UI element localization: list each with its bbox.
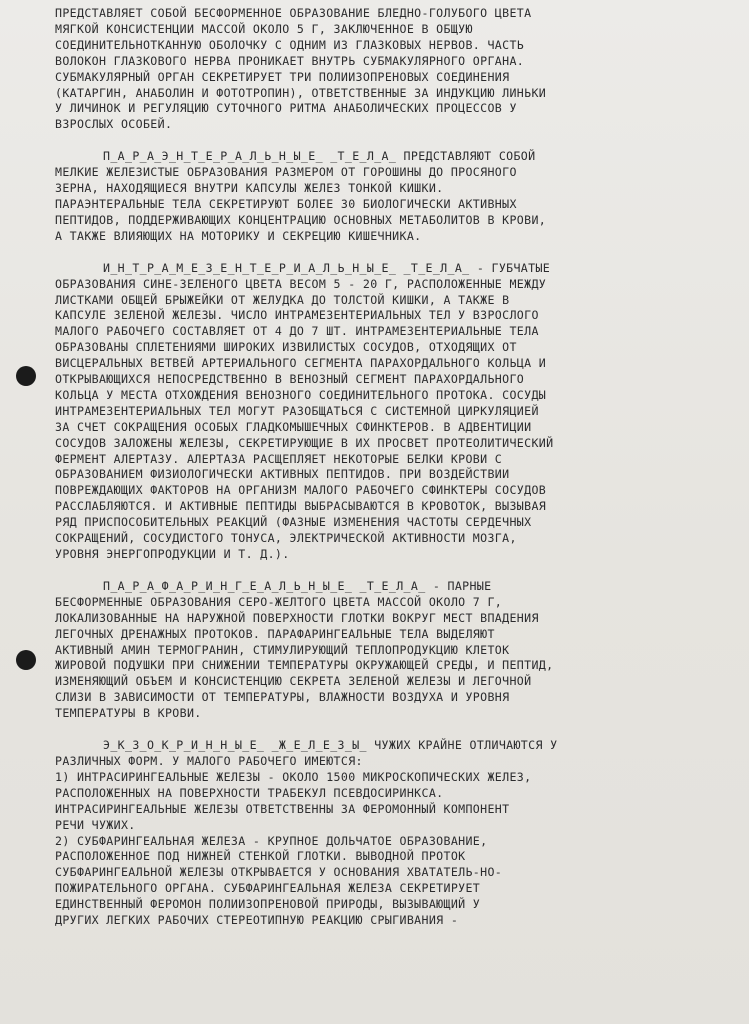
text-line: КАПСУЛЕ ЗЕЛЕНОЙ ЖЕЛЕЗЫ. ЧИСЛО ИНТРАМЕЗЕНТЕРИАЛЬНЫХ ТЕЛ У ВЗРОСЛОГО xyxy=(55,308,539,323)
punch-hole-lower xyxy=(16,650,36,670)
text-line: ОБРАЗОВАНИЯ СИНЕ-ЗЕЛЕНОГО ЦВЕТА ВЕСОМ 5 - 20 Г, РАСПОЛОЖЕННЫЕ МЕЖДУ xyxy=(55,276,547,291)
text-line: СОКРАЩЕНИЙ, СОСУДИСТОГО ТОНУСА, ЭЛЕКТРИЧЕСКОЙ АКТИВНОСТИ МОЗГА, xyxy=(55,531,517,546)
section-heading-line: Э_К_З_О_К_Р_И_Н_Н_Ы_Е_ _Ж_Е_Л_Е_З_Ы_ ЧУЖИХ КРАЙНЕ ОТЛИЧАЮТСЯ У xyxy=(103,738,558,753)
text-line: СОЕДИНИТЕЛЬНОТКАННУЮ ОБОЛОЧКУ С ОДНИМ ИЗ ГЛАЗКОВЫХ НЕРВОВ. ЧАСТЬ xyxy=(55,37,525,52)
text-line: ИЗМЕНЯЮЩИЙ ОБЪЕМ И КОНСИСТЕНЦИЮ СЕКРЕТА ЗЕЛЕНОЙ ЖЕЛЕЗЫ И ЛЕГОЧНОЙ xyxy=(55,674,532,689)
text-line: МЕЛКИЕ ЖЕЛЕЗИСТЫЕ ОБРАЗОВАНИЯ РАЗМЕРОМ ОТ ГОРОШИНЫ ДО ПРОСЯНОГО xyxy=(55,165,517,180)
text-line: РАЗЛИЧНЫХ ФОРМ. У МАЛОГО РАБОЧЕГО ИМЕЮТСЯ: xyxy=(55,753,363,768)
text-line: 2) СУБФАРИНГЕАЛЬНАЯ ЖЕЛЕЗА - КРУПНОЕ ДОЛЬЧАТОЕ ОБРАЗОВАНИЕ, xyxy=(55,833,488,848)
text-line: СУБМАКУЛЯРНЫЙ ОРГАН СЕКРЕТИРУЕТ ТРИ ПОЛИИЗОПРЕНОВЫХ СОЕДИНЕНИЯ xyxy=(55,69,510,84)
text-line: ДРУГИХ ЛЕГКИХ РАБОЧИХ СТЕРЕОТИПНУЮ РЕАКЦИЮ СРЫГИВАНИЯ - xyxy=(55,913,459,928)
text-line: РАСПОЛОЖЕННЫХ НА ПОВЕРХНОСТИ ТРАБЕКУЛ ПСЕВДОСИРИНКСА. xyxy=(55,785,444,800)
text-line: КОЛЬЦА У МЕСТА ОТХОЖДЕНИЯ ВЕНОЗНОГО СОЕДИНИТЕЛЬНОГО ПРОТОКА. СОСУДЫ xyxy=(55,387,547,402)
text-line: ТЕМПЕРАТУРЫ В КРОВИ. xyxy=(55,706,202,721)
text-line: ЛЕГОЧНЫХ ДРЕНАЖНЫХ ПРОТОКОВ. ПАРАФАРИНГЕАЛЬНЫЕ ТЕЛА ВЫДЕЛЯЮТ xyxy=(55,626,495,641)
text-line: А ТАКЖЕ ВЛИЯЮЩИХ НА МОТОРИКУ И СЕКРЕЦИЮ КИШЕЧНИКА. xyxy=(55,228,422,243)
text-line: ЗЕРНА, НАХОДЯЩИЕСЯ ВНУТРИ КАПСУЛЫ ЖЕЛЕЗ ТОНКОЙ КИШКИ. xyxy=(55,181,444,196)
text-line: ПОЖИРАТЕЛЬНОГО ОРГАНА. СУБФАРИНГЕАЛЬНАЯ ЖЕЛЕЗА СЕКРЕТИРУЕТ xyxy=(55,881,481,896)
text-line: ПОВРЕЖДАЮЩИХ ФАКТОРОВ НА ОРГАНИЗМ МАЛОГО РАБОЧЕГО СФИНКТЕРЫ СОСУДОВ xyxy=(55,483,547,498)
section-heading-line: И_Н_Т_Р_А_М_Е_З_Е_Н_Т_Е_Р_И_А_Л_Ь_Н_Ы_Е_ _Т_Е_Л_А_ - ГУБЧАТЫЕ xyxy=(103,260,551,275)
text-line: ЕДИНСТВЕННЫЙ ФЕРОМОН ПОЛИИЗОПРЕНОВОЙ ПРИРОДЫ, ВЫЗЫВАЮЩИЙ У xyxy=(55,897,481,912)
text-line: ОТКРЫВАЮЩИХСЯ НЕПОСРЕДСТВЕННО В ВЕНОЗНЫЙ СЕГМЕНТ ПАРАХОРДАЛЬНОГО xyxy=(55,372,525,387)
text-line: ВИСЦЕРАЛЬНЫХ ВЕТВЕЙ АРТЕРИАЛЬНОГО СЕГМЕНТА ПАРАХОРДАЛЬНОГО КОЛЬЦА И xyxy=(55,356,547,371)
text-line: ОБРАЗОВАНЫ СПЛЕТЕНИЯМИ ШИРОКИХ ИЗВИЛИСТЫХ СОСУДОВ, ОТХОДЯЩИХ ОТ xyxy=(55,340,517,355)
text-line: ЛИСТКАМИ ОБЩЕЙ БРЫЖЕЙКИ ОТ ЖЕЛУДКА ДО ТОЛСТОЙ КИШКИ, А ТАКЖЕ В xyxy=(55,292,510,307)
paragraph-paraenteral-bodies xyxy=(55,149,745,244)
text-line: ФЕРМЕНТ АЛЕРТАЗУ. АЛЕРТАЗА РАСЩЕПЛЯЕТ НЕКОТОРЫЕ БЕЛКИ КРОВИ С xyxy=(55,451,503,466)
typed-text-body xyxy=(55,6,745,929)
text-line: ВЗРОСЛЫХ ОСОБЕЙ. xyxy=(55,117,173,132)
text-line: МЯГКОЙ КОНСИСТЕНЦИИ МАССОЙ ОКОЛО 5 Г, ЗАКЛЮЧЕННОЕ В ОБЩУЮ xyxy=(55,21,473,36)
text-line: СЛИЗИ В ЗАВИСИМОСТИ ОТ ТЕМПЕРАТУРЫ, ВЛАЖНОСТИ ВОЗДУХА И УРОВНЯ xyxy=(55,690,510,705)
text-line: ЗА СЧЕТ СОКРАЩЕНИЯ ОСОБЫХ ГЛАДКОМЫШЕЧНЫХ СФИНКТЕРОВ. В АДВЕНТИЦИИ xyxy=(55,419,532,434)
paragraph-exocrine-glands xyxy=(55,738,745,929)
text-line: (КАТАРГИН, АНАБОЛИН И ФОТОТРОПИН), ОТВЕТСТВЕННЫЕ ЗА ИНДУКЦИЮ ЛИНЬКИ xyxy=(55,85,547,100)
text-line: ВОЛОКОН ГЛАЗКОВОГО НЕРВА ПРОНИКАЕТ ВНУТРЬ СУБМАКУЛЯРНОГО ОРГАНА. xyxy=(55,53,525,68)
text-line: ПАРАЭНТЕРАЛЬНЫЕ ТЕЛА СЕКРЕТИРУЮТ БОЛЕЕ 30 БИОЛОГИЧЕСКИ АКТИВНЫХ xyxy=(55,196,517,211)
text-line: ПЕПТИДОВ, ПОДДЕРЖИВАЮЩИХ КОНЦЕНТРАЦИЮ ОСНОВНЫХ МЕТАБОЛИТОВ В КРОВИ, xyxy=(55,212,547,227)
text-line: АКТИВНЫЙ АМИН ТЕРМОГРАНИН, СТИМУЛИРУЮЩИЙ ТЕПЛОПРОДУКЦИЮ КЛЕТОК xyxy=(55,642,510,657)
text-line: ИНТРАМЕЗЕНТЕРИАЛЬНЫХ ТЕЛ МОГУТ РАЗОБЩАТЬСЯ С СИСТЕМНОЙ ЦИРКУЛЯЦИЕЙ xyxy=(55,403,539,418)
text-line: ОБРАЗОВАНИЕМ ФИЗИОЛОГИЧЕСКИ АКТИВНЫХ ПЕПТИДОВ. ПРИ ВОЗДЕЙСТВИИ xyxy=(55,467,510,482)
section-heading-line: П_А_Р_А_Ф_А_Р_И_Н_Г_Е_А_Л_Ь_Н_Ы_Е_ _Т_Е_Л_А_ - ПАРНЫЕ xyxy=(103,578,492,593)
text-line: ЖИРОВОЙ ПОДУШКИ ПРИ СНИЖЕНИИ ТЕМПЕРАТУРЫ ОКРУЖАЮЩЕЙ СРЕДЫ, И ПЕПТИД, xyxy=(55,658,554,673)
text-line: РЕЧИ ЧУЖИХ. xyxy=(55,817,136,832)
text-line: РЯД ПРИСПОСОБИТЕЛЬНЫХ РЕАКЦИЙ (ФАЗНЫЕ ИЗМЕНЕНИЯ ЧАСТОТЫ СЕРДЕЧНЫХ xyxy=(55,515,532,530)
text-line: УРОВНЯ ЭНЕРГОПРОДУКЦИИ И Т. Д.). xyxy=(55,547,290,561)
text-line: ЛОКАЛИЗОВАННЫЕ НА НАРУЖНОЙ ПОВЕРХНОСТИ ГЛОТКИ ВОКРУГ МЕСТ ВПАДЕНИЯ xyxy=(55,610,539,625)
paragraph-intramesenterial-bodies xyxy=(55,261,745,563)
text-line: У ЛИЧИНОК И РЕГУЛЯЦИЮ СУТОЧНОГО РИТМА АНАБОЛИЧЕСКИХ ПРОЦЕССОВ У xyxy=(55,101,517,116)
text-line: СУБФАРИНГЕАЛЬНОЙ ЖЕЛЕЗЫ ОТКРЫВАЕТСЯ У ОСНОВАНИЯ ХВАТАТЕЛЬ-НО- xyxy=(55,865,503,880)
text-line: РАССЛАБЛЯЮТСЯ. И АКТИВНЫЕ ПЕПТИДЫ ВЫБРАСЫВАЮТСЯ В КРОВОТОК, ВЫЗЫВАЯ xyxy=(55,499,547,514)
text-line: БЕСФОРМЕННЫЕ ОБРАЗОВАНИЯ СЕРО-ЖЕЛТОГО ЦВЕТА МАССОЙ ОКОЛО 7 Г, xyxy=(55,594,503,609)
text-line: РАСПОЛОЖЕННОЕ ПОД НИЖНЕЙ СТЕНКОЙ ГЛОТКИ. ВЫВОДНОЙ ПРОТОК xyxy=(55,849,466,864)
text-line: ИНТРАСИРИНГЕАЛЬНЫЕ ЖЕЛЕЗЫ ОТВЕТСТВЕННЫ ЗА ФЕРОМОННЫЙ КОМПОНЕНТ xyxy=(55,801,510,816)
punch-hole-upper xyxy=(16,366,36,386)
paragraph-pineal-continuation xyxy=(55,6,745,133)
text-line: ПРЕДСТАВЛЯЕТ СОБОЙ БЕСФОРМЕННОЕ ОБРАЗОВАНИЕ БЛЕДНО-ГОЛУБОГО ЦВЕТА xyxy=(55,6,532,20)
text-line: СОСУДОВ ЗАЛОЖЕНЫ ЖЕЛЕЗЫ, СЕКРЕТИРУЮЩИЕ В ИХ ПРОСВЕТ ПРОТЕОЛИТИЧЕСКИЙ xyxy=(55,435,554,450)
paragraph-parapharyngeal-bodies xyxy=(55,579,745,722)
text-line: 1) ИНТРАСИРИНГЕАЛЬНЫЕ ЖЕЛЕЗЫ - ОКОЛО 1500 МИКРОСКОПИЧЕСКИХ ЖЕЛЕЗ, xyxy=(55,769,532,784)
text-line: МАЛОГО РАБОЧЕГО СОСТАВЛЯЕТ ОТ 4 ДО 7 ШТ. ИНТРАМЕЗЕНТЕРИАЛЬНЫЕ ТЕЛА xyxy=(55,324,539,339)
section-heading-line: П_А_Р_А_Э_Н_Т_Е_Р_А_Л_Ь_Н_Ы_Е_ _Т_Е_Л_А_ ПРЕДСТАВЛЯЮТ СОБОЙ xyxy=(103,149,536,164)
